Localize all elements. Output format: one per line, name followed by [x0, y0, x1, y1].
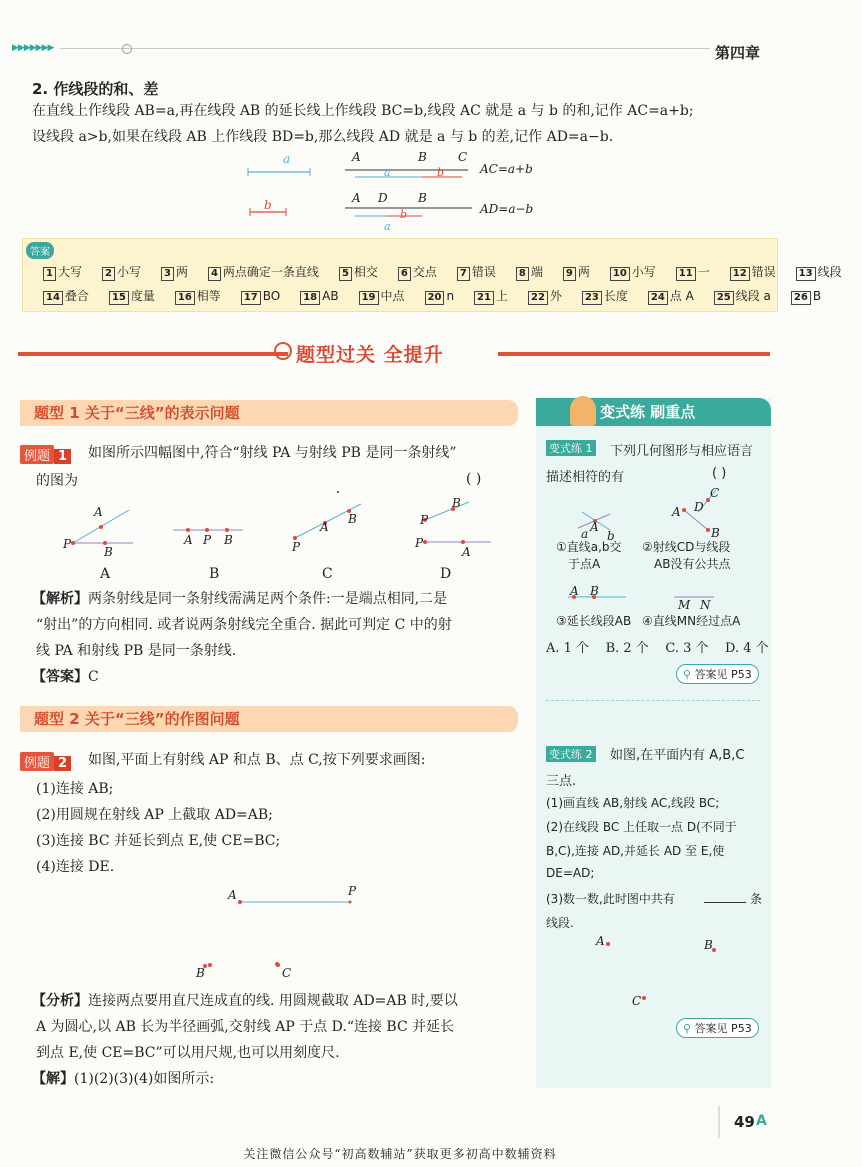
side-p1-c2a: ②射线CD与线段 [642, 540, 731, 554]
answer-text: 上 [495, 289, 508, 303]
example-num: 2 [54, 756, 71, 771]
fig-caption-C: C [322, 566, 333, 582]
banner-icon [274, 342, 292, 360]
analysis-line-3: 线 PA 和射线 PB 是同一条射线. [36, 643, 237, 659]
example2-analysis [32, 988, 527, 1014]
answer-number: 24 [648, 291, 668, 305]
side-p1-paren: ( ) [712, 466, 727, 481]
type2-header: 题型 2 关于“三线”的作图问题 [20, 706, 518, 732]
answer-number: 8 [516, 267, 529, 281]
point-A [606, 942, 610, 946]
answer-text: 叠合 [64, 289, 89, 303]
fig-a-label-P: P [63, 537, 72, 551]
jie-text: (1)(2)(3)(4)如图所示: [74, 1071, 215, 1087]
analysis-label: 【解析】 [32, 591, 88, 607]
fig-a-point-P [71, 541, 75, 545]
fig-c-label-P: P [292, 540, 301, 554]
answer-box [22, 238, 842, 312]
answer-number: 3 [161, 267, 174, 281]
ex2-label-A: A [228, 888, 237, 902]
answer-number: 10 [610, 267, 630, 281]
answer-text: 两点确定一条直线 [222, 265, 319, 279]
point-B2 [706, 528, 710, 532]
fig-a-label-B: B [104, 545, 113, 559]
example2-step-1: (1)连接 AB; [36, 781, 114, 797]
side-p1-see-answer[interactable] [676, 664, 759, 684]
side-p1-c3: ③延长线段AB [556, 614, 632, 628]
fenxi-line-3: 到点 E,使 CE=BC”可以用尺规,也可以用刻度尺. [36, 1045, 340, 1061]
answer-item [582, 289, 638, 303]
answer-number: 18 [300, 291, 320, 305]
fig-b-label-P: P [203, 533, 212, 547]
answer-item [425, 289, 465, 303]
answer-row-2 [43, 287, 841, 305]
fig-d-point-P2 [423, 540, 427, 544]
example1-paren: ( ) [466, 471, 482, 487]
answer-item [796, 265, 852, 279]
side-p2-l6: 线段. [546, 916, 574, 930]
side-p2-see-answer[interactable] [676, 1018, 759, 1038]
side-p2-blank[interactable] [704, 902, 746, 903]
example1-question-1: 如图所示四幅图中,符合“射线 PA 与射线 PB 是同一条射线” [88, 445, 457, 461]
label-b-measure: b [437, 166, 445, 179]
answer-text: 错误 [751, 265, 776, 279]
side-p1-options: A. 1 个 B. 2 个 C. 3 个 D. 4 个 [546, 641, 769, 656]
answer-item [714, 289, 781, 303]
answer-item [516, 265, 553, 279]
jie-label: 【解】 [32, 1071, 74, 1087]
fig-b-label-B: B [224, 533, 233, 547]
p1-label-M: M [678, 598, 691, 612]
example-num: 1 [54, 449, 71, 464]
section-para-1: 在直线上作线段 AB=a,再在线段 AB 的延长线上作线段 BC=b,线段 AC 就是 a 与 b 的和,记作 AC=a+b; [32, 103, 694, 119]
answer-text: 两 [577, 265, 590, 279]
side-p2-l3: B,C),连接 AD,并延长 AD 至 E,使 [546, 844, 725, 858]
answer-item [208, 265, 329, 279]
answer-text: 小写 [116, 265, 141, 279]
see-answer-text: 答案见 P53 [694, 668, 752, 681]
answer-number: 20 [425, 291, 445, 305]
answer-text: 小写 [631, 265, 656, 279]
answer-text: 交点 [412, 265, 437, 279]
label-A: A [352, 150, 361, 164]
side-p1-tagline [546, 440, 596, 456]
p1-label-A2: A [672, 505, 681, 519]
fig-d-label-P2: P [415, 536, 424, 550]
side-divider [546, 700, 760, 701]
side-p2-l1: (1)画直线 AB,射线 AC,线段 BC; [546, 796, 720, 810]
answer-text: 两 [175, 265, 188, 279]
eq-diff: AD=a−b [480, 202, 534, 216]
point-P [349, 901, 352, 904]
header-ring-decoration [122, 44, 132, 54]
answer-number: 4 [208, 267, 221, 281]
answer-item [676, 265, 720, 279]
answer-text: 中点 [380, 289, 405, 303]
fig-d-ray-PA [425, 502, 469, 520]
student-avatar-icon [570, 396, 596, 426]
banner-title: 题型过关 全提升 [296, 344, 444, 366]
fig-b-point-B [225, 528, 229, 532]
label-a-measure-2: a [384, 220, 391, 233]
answer-item [43, 289, 99, 303]
side-p1-q1: 下列几何图形与相应语言 [610, 444, 754, 459]
section-title: 2. 作线段的和、差 [32, 80, 159, 98]
ex2-lower-points [196, 960, 296, 984]
answer-item [359, 289, 415, 303]
banner-rule-right [498, 352, 770, 356]
answer-label: 【答案】 [32, 669, 88, 685]
point-C [276, 963, 280, 967]
answer-item [563, 265, 600, 279]
answer-number: 1 [43, 267, 56, 281]
answer-number: 19 [359, 291, 379, 305]
answer-text: AB [322, 289, 339, 303]
point-A2 [682, 508, 686, 512]
ex2-label-B: B [196, 966, 205, 980]
label-b-measure-2: b [400, 208, 408, 221]
answer-text: 端 [530, 265, 543, 279]
answer-number: 7 [457, 267, 470, 281]
answer-item [300, 289, 348, 303]
p1-label-A: A [590, 520, 599, 534]
answer-number: 5 [339, 267, 352, 281]
side-panel-title: 变式练 刷重点 [536, 398, 771, 426]
example2-question: 如图,平面上有射线 AP 和点 B、点 C,按下列要求画图: [88, 752, 426, 768]
eq-sum: AC=a+b [480, 162, 533, 176]
answer-item [102, 265, 151, 279]
answer-item [730, 265, 786, 279]
fenxi-line-2: A 为圆心,以 AB 长为半径画弧,交射线 AP 于点 D.“连接 BC 并延长 [36, 1019, 455, 1035]
fig-d-label-A: A [462, 545, 471, 559]
header-arrows-decoration: ▶▶▶▶▶▶▶ [12, 43, 54, 53]
answer-number: 26 [791, 291, 811, 305]
section-para-2: 设线段 a>b,如果在线段 AB 上作线段 BD=b,那么线段 AD 就是 a 与 b 的差,记作 AD=a−b. [32, 129, 614, 145]
side-p1-q2: 描述相符的有 [546, 470, 625, 485]
answer-text: 度量 [130, 289, 155, 303]
fig-b-point-P [205, 528, 209, 532]
p1-label-B3: B [590, 584, 599, 598]
point-A [238, 900, 242, 904]
label-A-2: A [352, 191, 361, 205]
fig-caption-D: D [440, 566, 452, 582]
p2-label-A: A [596, 934, 605, 948]
answer-row-1 [43, 263, 862, 281]
example2-step-2: (2)用圆规在射线 AP 上截取 AD=AB; [36, 807, 273, 823]
chapter-label: 第四章 [715, 44, 761, 62]
answer-text: BO [262, 289, 281, 303]
answer-text: 相等 [196, 289, 221, 303]
example1-tag [20, 445, 71, 464]
side-p2-l5: (3)数一数,此时图中共有 [546, 892, 675, 906]
answer-text: 外 [549, 289, 562, 303]
side-p2-q1: 如图,在平面内有 A,B,C [610, 748, 745, 763]
side-p2-l4: DE=AD; [546, 866, 595, 880]
example1-question-2: 的图为 [36, 473, 78, 489]
side-p2-tag: 变式练 2 [546, 746, 596, 762]
answer-number: 11 [676, 267, 696, 281]
answer-text: 大写 [57, 265, 82, 279]
answer-item [398, 265, 447, 279]
answer-text: 线段 [817, 265, 842, 279]
answer-text: 相交 [353, 265, 378, 279]
p1-label-B2: B [711, 526, 720, 540]
fig-caption-B: B [209, 566, 220, 582]
label-B: B [418, 150, 427, 164]
label-a: a [283, 152, 291, 166]
see-answer-text: 答案见 P53 [694, 1022, 752, 1035]
p2-label-C: C [632, 994, 642, 1008]
fig-a-point-A [99, 525, 103, 529]
fig-d-label-B: B [452, 496, 461, 510]
answer-item [791, 289, 831, 303]
magnifier-icon: ⚲ [683, 668, 692, 681]
example2-tag [20, 752, 71, 771]
answer-item [43, 265, 92, 279]
answer-item [175, 289, 231, 303]
fenxi-label: 【分析】 [32, 993, 88, 1009]
side-p1-c2b: AB没有公共点 [654, 557, 731, 571]
side-p2-l5b: 条 [750, 892, 763, 906]
example2-step-3: (3)连接 BC 并延长到点 E,使 CE=BC; [36, 833, 281, 849]
answer-item [528, 289, 572, 303]
header-rule [60, 48, 710, 49]
answer-number: 12 [730, 267, 750, 281]
fig-c-label-B: B [348, 512, 357, 526]
answer-flag: 答案 [26, 242, 54, 259]
point-C [642, 996, 646, 1000]
type1-header: 题型 1 关于“三线”的表示问题 [20, 400, 518, 426]
answer-number: 6 [398, 267, 411, 281]
answer-text: 一 [697, 265, 710, 279]
p1-label-b: b [607, 529, 615, 543]
side-p1-c1b: 于点A [568, 557, 601, 571]
label-C: C [458, 150, 468, 164]
p1-label-D: D [694, 500, 704, 514]
fig-b-label-A: A [184, 533, 193, 547]
side-p1-c4: ④直线MN经过点A [642, 614, 741, 628]
fig-d-label-P1: P [420, 513, 429, 527]
banner-rule-left [18, 352, 288, 356]
answer-number: 22 [528, 291, 548, 305]
analysis-line-2: “射出”的方向相同. 或者说两条射线完全重合. 据此可判定 C 中的射 [36, 617, 452, 633]
example-tag: 例题 [20, 752, 54, 771]
answer-number: 15 [109, 291, 129, 305]
answer-text: 长度 [603, 289, 628, 303]
answer-text: 错误 [471, 265, 496, 279]
p1-label-C: C [710, 486, 720, 500]
p1-label-a: a [581, 527, 589, 541]
answer-item [648, 289, 704, 303]
magnifier-icon: ⚲ [683, 1022, 692, 1035]
p1-label-A3: A [570, 584, 579, 598]
answer-text: 线段 a [735, 289, 771, 303]
answer-item [610, 265, 666, 279]
answer-item [457, 265, 506, 279]
side-p1-tag: 变式练 1 [546, 440, 596, 456]
side-p1-c1a: ①直线a,b交 [556, 540, 622, 554]
answer-item [339, 265, 388, 279]
answer-text: 点 A [669, 289, 694, 303]
answer-number: 16 [175, 291, 195, 305]
answer-item [474, 289, 518, 303]
example2-step-4: (4)连接 DE. [36, 859, 115, 875]
page-number: 49 [734, 1113, 755, 1131]
answer-text: B [812, 289, 822, 303]
label-D: D [378, 191, 388, 205]
p1-label-N: N [700, 598, 711, 612]
ex2-label-C: C [282, 966, 292, 980]
fig-a-label-A: A [94, 505, 103, 519]
label-b: b [264, 198, 272, 212]
answer-number: 21 [474, 291, 494, 305]
label-B-2: B [418, 191, 427, 205]
answer-number: 2 [102, 267, 115, 281]
page-badge-icon: A [756, 1113, 767, 1129]
fig-c-dot [337, 491, 339, 493]
footer-note: 关注微信公众号“初高数辅站”获取更多初高中数辅资料 [243, 1147, 557, 1161]
side-p2-tagline [546, 746, 596, 762]
answer-item [109, 289, 165, 303]
answer-text: n [446, 289, 455, 303]
answer-value: C [88, 669, 99, 685]
example-tag: 例题 [20, 445, 54, 464]
answer-number: 17 [241, 291, 261, 305]
ray-figures [55, 490, 495, 565]
example1-answer [32, 664, 99, 690]
side-p2-q2: 三点. [546, 774, 577, 789]
fenxi-line-1: 连接两点要用直尺连成直的线. 用圆规截取 AD=AB 时,要以 [88, 993, 458, 1009]
p2-label-B: B [704, 938, 713, 952]
answer-number: 25 [714, 291, 734, 305]
answer-item [241, 289, 290, 303]
example1-analysis [32, 586, 522, 612]
answer-number: 13 [796, 267, 816, 281]
fig-caption-A: A [100, 566, 111, 582]
analysis-line-1: 两条射线是同一条射线需满足两个条件:一是端点相同,二是 [88, 591, 448, 607]
side-p2-l2: (2)在线段 BC 上任取一点 D(不同于 [546, 820, 737, 834]
answer-item [161, 265, 198, 279]
answer-number: 9 [563, 267, 576, 281]
answer-number: 14 [43, 291, 63, 305]
label-a-measure: a [384, 166, 391, 179]
fig-b-point-A [186, 528, 190, 532]
fig-c-label-A: A [320, 520, 329, 534]
fig-d-point-A [461, 540, 465, 544]
ex2-label-P: P [348, 884, 357, 898]
answer-number: 23 [582, 291, 602, 305]
example2-solution [32, 1066, 214, 1092]
